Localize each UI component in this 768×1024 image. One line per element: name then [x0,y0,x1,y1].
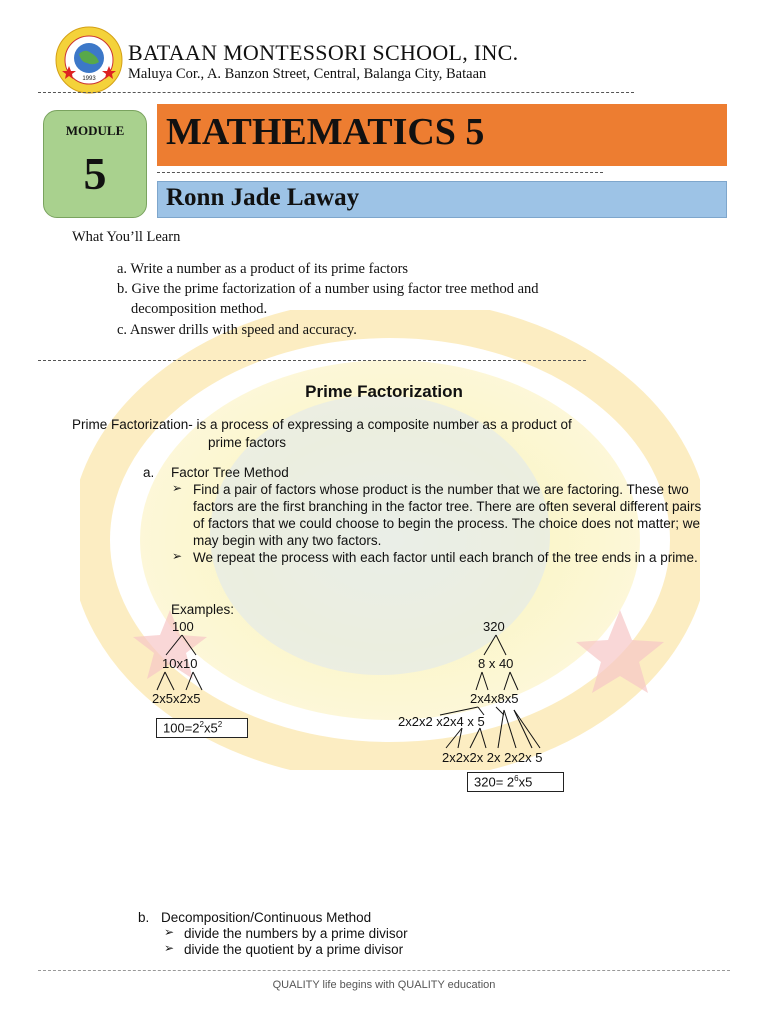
method-b-marker: b. [138,910,150,925]
tree2-branch-4 [440,708,560,750]
tree1-branch-2 [150,671,230,691]
module-number: 5 [83,148,107,199]
tree2-branch-1 [476,634,516,656]
method-a-bullet-2: We repeat the process with each factor until each branch of the tree ends in a prime. [193,550,698,565]
method-b-bullet-1: divide the numbers by a prime divisor [184,926,408,941]
objective-b: b. Give the prime factorization of a number using factor tree method and [117,281,539,297]
learn-heading: What You’ll Learn [72,229,181,245]
tree2-result-tail: x5 [518,774,533,790]
arrow-bullet-icon: ➢ [164,941,175,955]
module-label: MODULE [65,123,125,138]
arrow-bullet-icon: ➢ [172,549,183,563]
tree2-result-base: 320= 2 [474,774,515,790]
examples-label: Examples: [171,602,235,617]
method-a-marker: a. [143,465,155,480]
objective-c: c. Answer drills with speed and accuracy. [117,322,357,338]
arrow-bullet-icon: ➢ [172,481,183,495]
tree2-result [467,772,564,792]
tree1-branch-1 [160,634,210,656]
subject-title: MATHEMATICS 5 [166,111,485,153]
footer-divider [38,970,730,971]
teacher-name: Ronn Jade Laway [166,184,360,211]
school-logo [55,26,123,94]
section-title: Prime Factorization [305,382,463,401]
tree2-root: 320 [483,619,505,634]
arrow-bullet-icon: ➢ [164,925,175,939]
tree1-result-mid: x5 [203,720,218,736]
tree1-level2: 2x5x2x5 [152,691,201,706]
method-b-bullet-2: divide the quotient by a prime divisor [184,942,404,957]
tree2-level4: 2x2x2x 2x 2x2x 5 [442,750,543,765]
method-a-bullet-1: Find a pair of factors whose product is the number that we are factoring. These two factors are the first branching in the factor tree. There are often several different pairs of factors that we could choose to begin the process. The choice does not matter; we may begin with any two factors. [193,482,702,548]
tree2-level1: 8 x 40 [478,656,514,671]
tree1-result-exp1: 2 [199,720,204,729]
footer-motto: QUALITY life begins with QUALITY education [272,979,496,991]
tree1-result-exp2: 2 [217,720,223,729]
tree1-level1: 10x10 [162,656,198,671]
objective-a: a. Write a number as a product of its prime factors [117,261,409,277]
module-box [43,110,147,218]
school-address: Maluya Cor., A. Banzon Street, Central, Balanga City, Bataan [128,66,487,82]
tree2-level3: 2x2x2 x2x4 x 5 [398,714,485,729]
tree2-branch-2 [468,671,528,691]
header-divider [38,92,634,93]
logo-year: 1993 [82,76,96,82]
objective-b-cont: decomposition method. [131,301,268,317]
tree2-level2: 2x4x8x5 [470,691,519,706]
method-a-title: Factor Tree Method [171,465,289,480]
tree1-root: 100 [172,619,194,634]
tree2-result-exp: 6 [514,774,519,783]
definition-line2: prime factors [208,435,287,450]
method-b-title: Decomposition/Continuous Method [161,910,372,925]
section-divider [38,360,586,361]
tree1-result [156,718,248,738]
tree1-result-base: 100=2 [163,720,200,736]
school-name: BATAAN MONTESSORI SCHOOL, INC. [128,40,519,65]
definition-line1: Prime Factorization- is a process of expressing a composite number as a product of [72,417,572,432]
subject-divider [157,172,603,173]
